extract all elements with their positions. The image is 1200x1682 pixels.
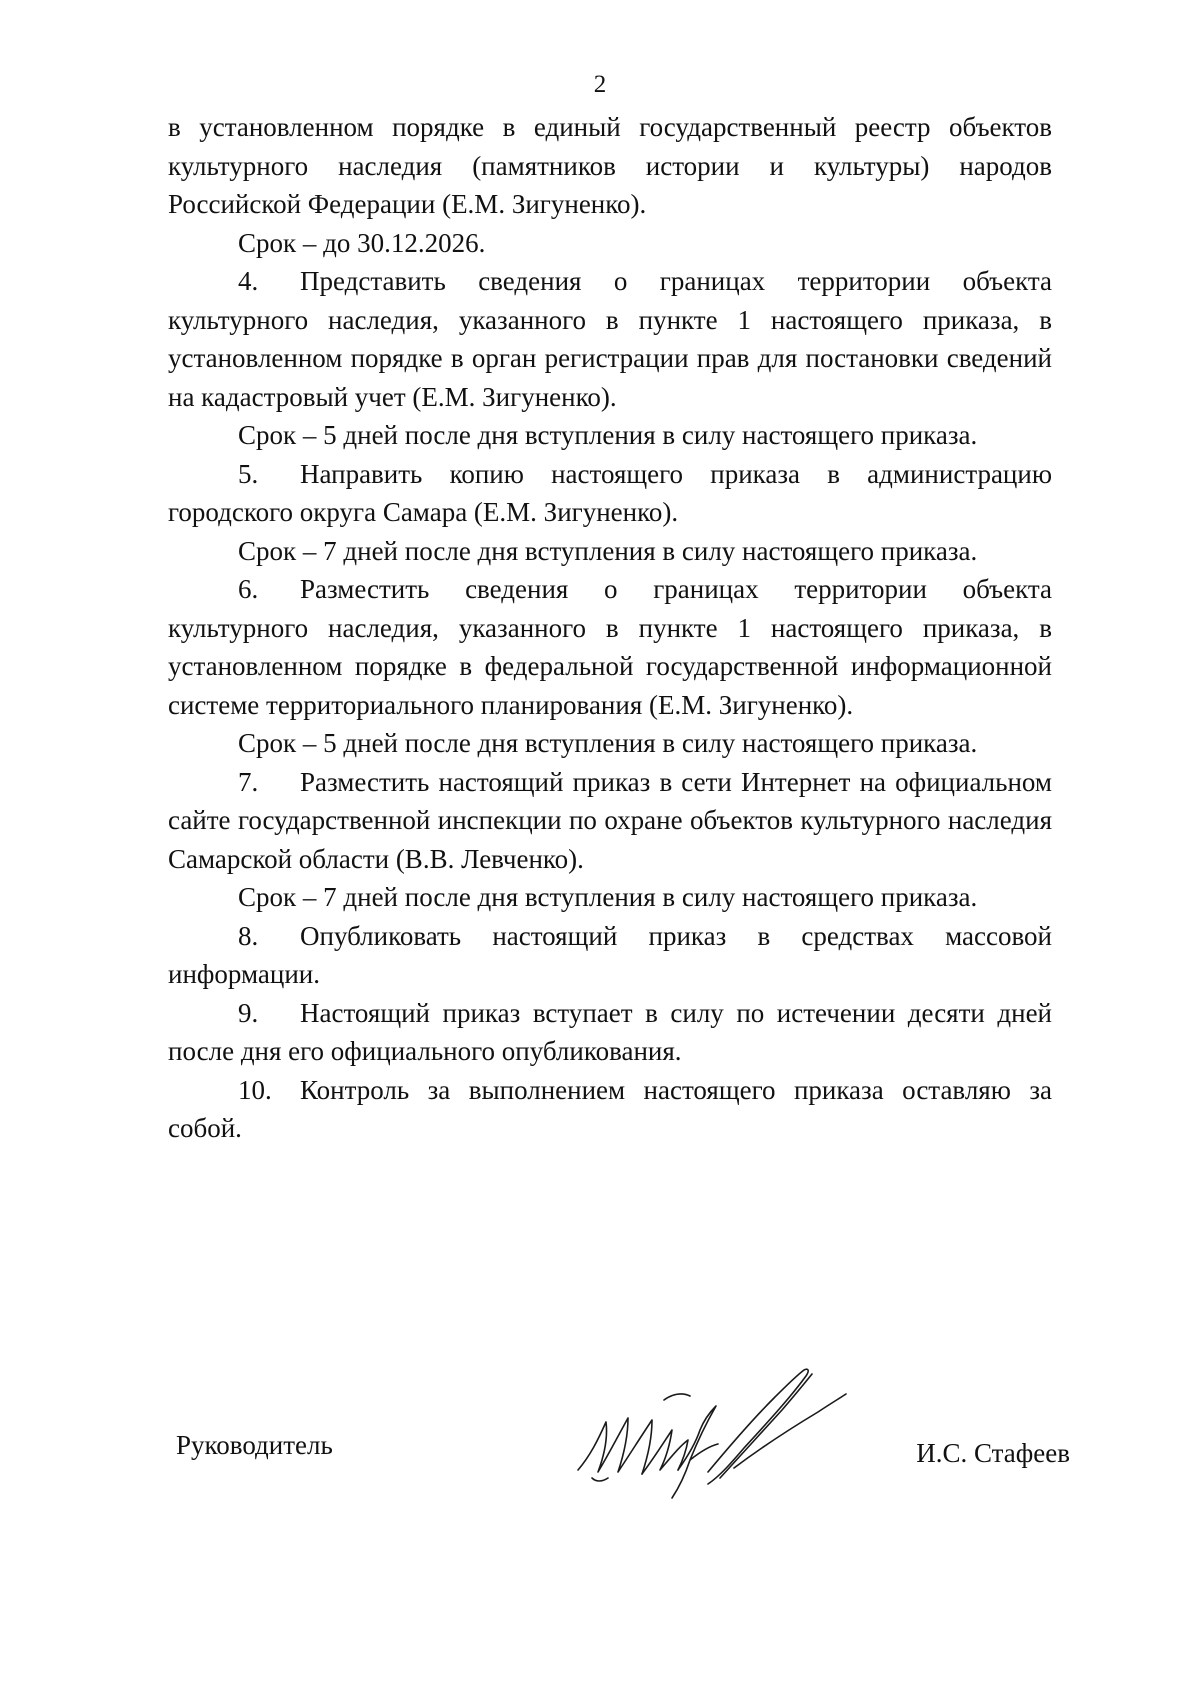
paragraph-text: Срок – 7 дней после дня вступления в силу настоящего приказа.: [238, 882, 978, 912]
paragraph-term: [168, 224, 1052, 263]
paragraph-text: Разместить настоящий приказ в сети Интернет на официальном сайте государственной инспекции по охране объектов культурного наследия Самарской области (В.В. Левченко).: [168, 766, 1052, 874]
paragraph-text: Срок – 7 дней после дня вступления в силу настоящего приказа.: [238, 535, 978, 566]
paragraph-text: Опубликовать настоящий приказ в средствах массовой информации.: [168, 920, 1052, 989]
paragraph-item-7: [168, 763, 1052, 879]
paragraph-text: Срок – 5 дней после дня вступления в силу настоящего приказа.: [238, 728, 978, 758]
paragraph-text: Настоящий приказ вступает в силу по истечении десяти дней после дня его официального опубликования.: [168, 997, 1052, 1066]
paragraph-term: [168, 532, 1052, 571]
paragraph-text: Направить копию настоящего приказа в администрацию городского округа Самара (Е.М. Зигуненко).: [168, 458, 1052, 527]
signatory-position: Руководитель: [176, 1430, 333, 1460]
order-body: [168, 108, 1052, 1148]
paragraph-text: Представить сведения о границах территории объекта культурного наследия, указанного в пункте 1 настоящего приказа, в установленном порядке в орган регистрации прав для постановки сведений на кадастровый учет (Е.М. Зигуненко).: [168, 266, 1052, 412]
paragraph-item-4: [168, 262, 1052, 416]
item-number: 10.: [238, 1074, 272, 1105]
handwritten-signature: [568, 1360, 848, 1510]
paragraph-term: [168, 416, 1052, 455]
paragraph-text: Срок – до 30.12.2026.: [238, 227, 486, 258]
item-number: 7.: [238, 766, 259, 797]
paragraph-text: Срок – 5 дней после дня вступления в силу настоящего приказа.: [238, 420, 978, 450]
paragraph-text: Контроль за выполнением настоящего приказа оставляю за собой.: [168, 1074, 1052, 1143]
signatory-name: И.С. Стафеев: [916, 1438, 1070, 1468]
paragraph-item-8: [168, 917, 1052, 994]
paragraph-text: Разместить сведения о границах территории объекта культурного наследия, указанного в пункте 1 настоящего приказа, в установленном порядке в федеральной государственной информационной системе территориального планирования (Е.М. Зигуненко).: [168, 574, 1052, 720]
item-number: 5.: [238, 458, 259, 489]
page-number: 2: [593, 71, 607, 98]
paragraph-item-9: [168, 994, 1052, 1071]
paragraph-item-5: [168, 455, 1052, 532]
item-number: 6.: [238, 574, 259, 604]
item-number: 8.: [238, 920, 259, 951]
paragraph-continuation: [168, 108, 1052, 224]
paragraph-term: [168, 878, 1052, 917]
paragraph-item-6: [168, 570, 1052, 724]
item-number: 4.: [238, 266, 259, 296]
item-number: 9.: [238, 997, 259, 1028]
paragraph-item-10: [168, 1071, 1052, 1148]
paragraph-term: [168, 724, 1052, 763]
signature-block: [168, 1372, 1098, 1492]
paragraph-text: в установленном порядке в единый государственный реестр объектов культурного наследия (памятников истории и культуры) народов Российской Федерации (Е.М. Зигуненко).: [168, 112, 1052, 219]
